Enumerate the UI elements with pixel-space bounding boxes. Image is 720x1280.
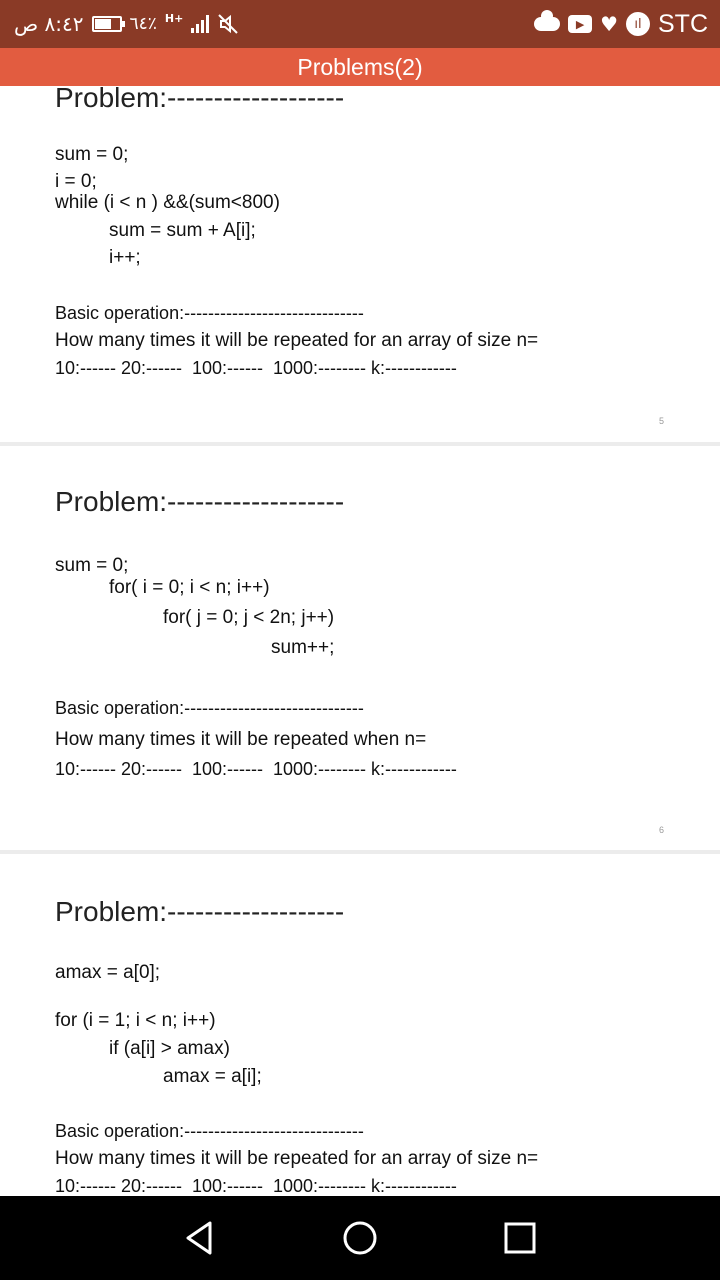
- code-line: if (a[i] > amax): [109, 1038, 230, 1059]
- network-type: H+: [164, 12, 184, 25]
- code-line: for( i = 0; i < n; i++): [109, 577, 270, 598]
- cloud-icon: [534, 17, 560, 31]
- page-number: 6: [659, 825, 665, 835]
- repeat-question: How many times it will be repeated for an array of size n=: [55, 1148, 539, 1169]
- basic-operation-label: Basic operation:------------------------------: [55, 698, 364, 718]
- code-line: while (i < n ) &&(sum<800): [55, 192, 280, 213]
- document-title: Problems(2): [297, 54, 423, 80]
- slide-title: Problem:-------------------: [55, 896, 345, 927]
- code-line: sum = sum + A[i];: [109, 220, 256, 241]
- code-line: sum = 0;: [55, 144, 129, 165]
- code-line: sum++;: [271, 637, 335, 658]
- navigation-bar: [0, 1196, 720, 1280]
- basic-operation-label: Basic operation:------------------------------: [55, 1121, 364, 1141]
- size-blanks: 10:------ 20:------ 100:------ 1000:-------- k:------------: [55, 1176, 457, 1196]
- size-blanks: 10:------ 20:------ 100:------ 1000:-------- k:------------: [55, 358, 457, 378]
- code-line: amax = a[i];: [163, 1066, 262, 1087]
- heart-rate-icon: ♥: [600, 12, 618, 36]
- code-line: sum = 0;: [55, 555, 129, 576]
- mute-icon: [217, 13, 239, 35]
- code-line: i++;: [109, 247, 141, 268]
- audio-icon: ıl: [626, 12, 650, 36]
- basic-operation-label: Basic operation:------------------------------: [55, 303, 364, 323]
- page-number: 5: [659, 416, 665, 426]
- repeat-question: How many times it will be repeated for an array of size n=: [55, 330, 539, 351]
- status-bar: [0, 0, 720, 48]
- slide-6: [0, 446, 720, 850]
- code-line: i = 0;: [55, 171, 97, 192]
- document-title-bar: [0, 48, 720, 86]
- document-viewer[interactable]: [0, 86, 720, 1196]
- slide-7: [0, 854, 720, 1196]
- code-line: amax = a[0];: [55, 962, 161, 983]
- signal-icon: [191, 15, 209, 33]
- home-icon[interactable]: [340, 1218, 380, 1258]
- code-line: for( j = 0; j < 2n; j++): [163, 607, 335, 628]
- code-line: for (i = 1; i < n; i++): [55, 1010, 216, 1031]
- back-icon[interactable]: [180, 1218, 220, 1258]
- slide-title: Problem:-------------------: [55, 86, 345, 113]
- status-right: [534, 0, 708, 48]
- status-left: [14, 0, 239, 48]
- size-blanks: 10:------ 20:------ 100:------ 1000:-------- k:------------: [55, 759, 457, 779]
- youtube-icon: ▶: [568, 15, 592, 33]
- slide-5: [0, 86, 720, 442]
- clock: ٨:٤٢ ص: [14, 12, 84, 36]
- carrier-label: STC: [658, 9, 708, 38]
- recents-icon[interactable]: [500, 1218, 540, 1258]
- slide-title: Problem:-------------------: [55, 486, 345, 517]
- battery-percent: ٦٤٪: [129, 14, 157, 34]
- repeat-question: How many times it will be repeated when n=: [55, 729, 427, 750]
- battery-icon: [92, 16, 122, 32]
